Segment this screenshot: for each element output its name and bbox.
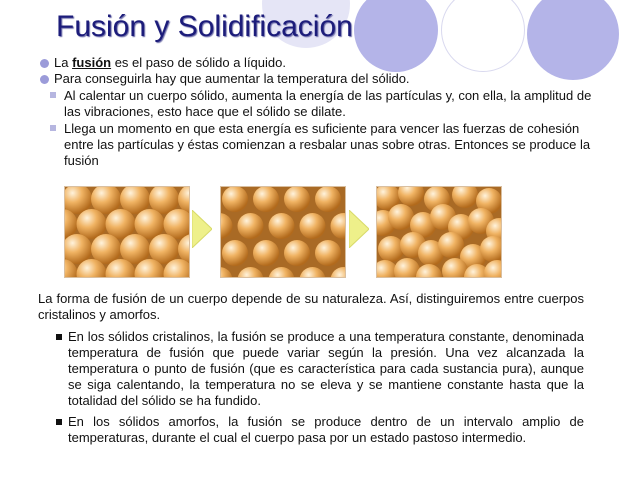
sub-bullet-marker — [50, 125, 56, 131]
particle — [452, 187, 478, 208]
intro-paragraph: La forma de fusión de un cuerpo depende de su naturaleza. Así, distinguiremos entre cuerpos cristalinos y amorfos. — [38, 291, 584, 322]
particle — [284, 187, 310, 212]
keyword-fusion: fusión — [72, 55, 112, 70]
particle — [253, 240, 279, 266]
particle — [149, 234, 179, 264]
particle — [253, 187, 279, 212]
particle — [315, 240, 341, 266]
particle — [106, 209, 136, 239]
particle — [135, 209, 165, 239]
square-bullet — [56, 334, 62, 340]
arrow-icon — [349, 210, 369, 248]
square-bullet — [56, 419, 62, 425]
particle — [238, 267, 264, 277]
particle — [221, 213, 233, 239]
bullet-item — [40, 71, 600, 87]
bullet-marker — [40, 75, 49, 84]
particle — [300, 213, 326, 239]
particle — [238, 213, 264, 239]
particle — [398, 187, 424, 206]
list-item-text: En los sólidos cristalinos, la fusión se produce a una temperatura constante, denominada temperatura de fusión que puede variar según la presión. Una vez alcanzada la temperatura o punto de fusión (que es característica para cada sustancia pura), aunque se siga calentando, la temperatura no se eleva y se mantiene constante hasta que la totalidad del sólido se ha fundido. — [68, 329, 584, 408]
particle — [315, 187, 341, 212]
particle — [438, 232, 464, 258]
dilated-particles-image — [220, 186, 346, 278]
dilated-particles-svg — [221, 187, 345, 277]
particle — [378, 236, 404, 262]
solid-particles-image — [64, 186, 190, 278]
particle — [331, 267, 346, 277]
particle — [394, 258, 420, 277]
particle — [91, 234, 121, 264]
bullet-list — [40, 55, 600, 169]
sub-bullet-marker — [50, 92, 56, 98]
list-item-text: En los sólidos amorfos, la fusión se produce dentro de un intervalo amplio de temperaturas, durante el cual el cuerpo pasa por un estado pastoso intermedio. — [68, 414, 584, 445]
solid-particles-svg — [65, 187, 189, 277]
bullet-text: La — [54, 55, 73, 70]
particle — [120, 234, 150, 264]
sub-bullet-text: Llega un momento en que esta energía es suficiente para vencer las fuerzas de cohesión entre las partículas y éstas comienzan a resbalar unas sobre otras. Entonces se produce la fusión — [64, 121, 591, 168]
melting-particles-svg — [377, 187, 501, 277]
particle — [284, 240, 310, 266]
particle — [222, 187, 248, 212]
sub-bullet-text: Al calentar un cuerpo sólido, aumenta la energía de las partículas y, con ella, la amplitud de las vibraciones, esto hace que el sólido se dilate. — [64, 88, 592, 119]
particle — [484, 260, 501, 277]
particle — [416, 264, 442, 277]
sub-bullet-item — [40, 121, 600, 169]
list-item — [38, 329, 584, 409]
melting-particles-image — [376, 186, 502, 278]
arrow-icon — [192, 210, 212, 248]
bullet-marker — [40, 59, 49, 68]
particle — [269, 213, 295, 239]
list-item — [38, 414, 584, 446]
explanation-section — [38, 291, 584, 451]
particle — [300, 267, 326, 277]
page-title: Fusión y Solidificación — [56, 10, 353, 43]
particle — [222, 240, 248, 266]
bullet-item — [40, 55, 600, 71]
particle — [221, 267, 233, 277]
particle — [331, 213, 346, 239]
particle — [77, 209, 107, 239]
particle — [269, 267, 295, 277]
bullet-text: es el paso de sólido a líquido. — [111, 55, 286, 70]
sub-bullet-item — [40, 88, 600, 120]
bullet-text: Para conseguirla hay que aumentar la temperatura del sólido. — [54, 71, 410, 86]
